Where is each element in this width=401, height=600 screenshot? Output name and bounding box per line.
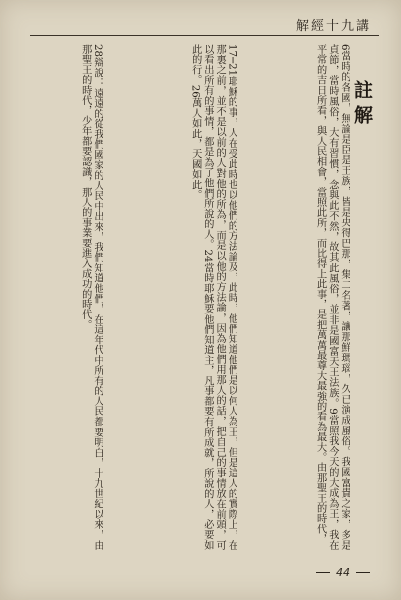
text-columns [16,44,350,550]
paragraph-block: 6當時的各國，無論是臣是王族，皆是央得巴那，集二名著，讓那鮮瑪瑙，久已演成風俗。我國富貴之家，多是貞節，當時風俗，大有習慣，念與此不然，故其此風俗，並非是國富天王法族。9當照我今天的大成為王，我在平常的吉日所看，與人民相會，當照此所，而比得上此事，是把萬萬最尊大最強的看為最大。由那聖王的時代， [314,44,350,550]
paragraph-block: 17─21耶穌的事，人在受此時也以他們的方法論及，此時，他們知道他們是以何人為王，但是這人的實際上，在那裏之前，並不是以前的人對他的所為，而是以他的方法論，因為他們用那人的話，把自己的事情放在前頭，可以看出所有的事情，都是為了他們所說的人。24當時耶穌要他們知道主，凡事都要有所成就，所說的人，必要如此的行。26萬人如此，天國如此。 [189,44,238,550]
body-text [16,44,376,550]
page-number [316,566,370,579]
running-head [296,2,371,34]
page-number-text: 44 [336,566,350,579]
running-head-title: 解經十九講 [295,19,371,34]
paragraph-block: 28辯說：遠遠的從我們國家的人民中出來，我們知道他們，在這年代中所有的人民都要明白，十九世紀以來，由那聖王的時代，少年都要認識，那人的事業要進入成功的時代。 [79,44,103,550]
dash-left [316,572,330,573]
header-rule [30,35,379,36]
section-heading: 註解 [351,80,373,130]
dash-right [356,572,370,573]
